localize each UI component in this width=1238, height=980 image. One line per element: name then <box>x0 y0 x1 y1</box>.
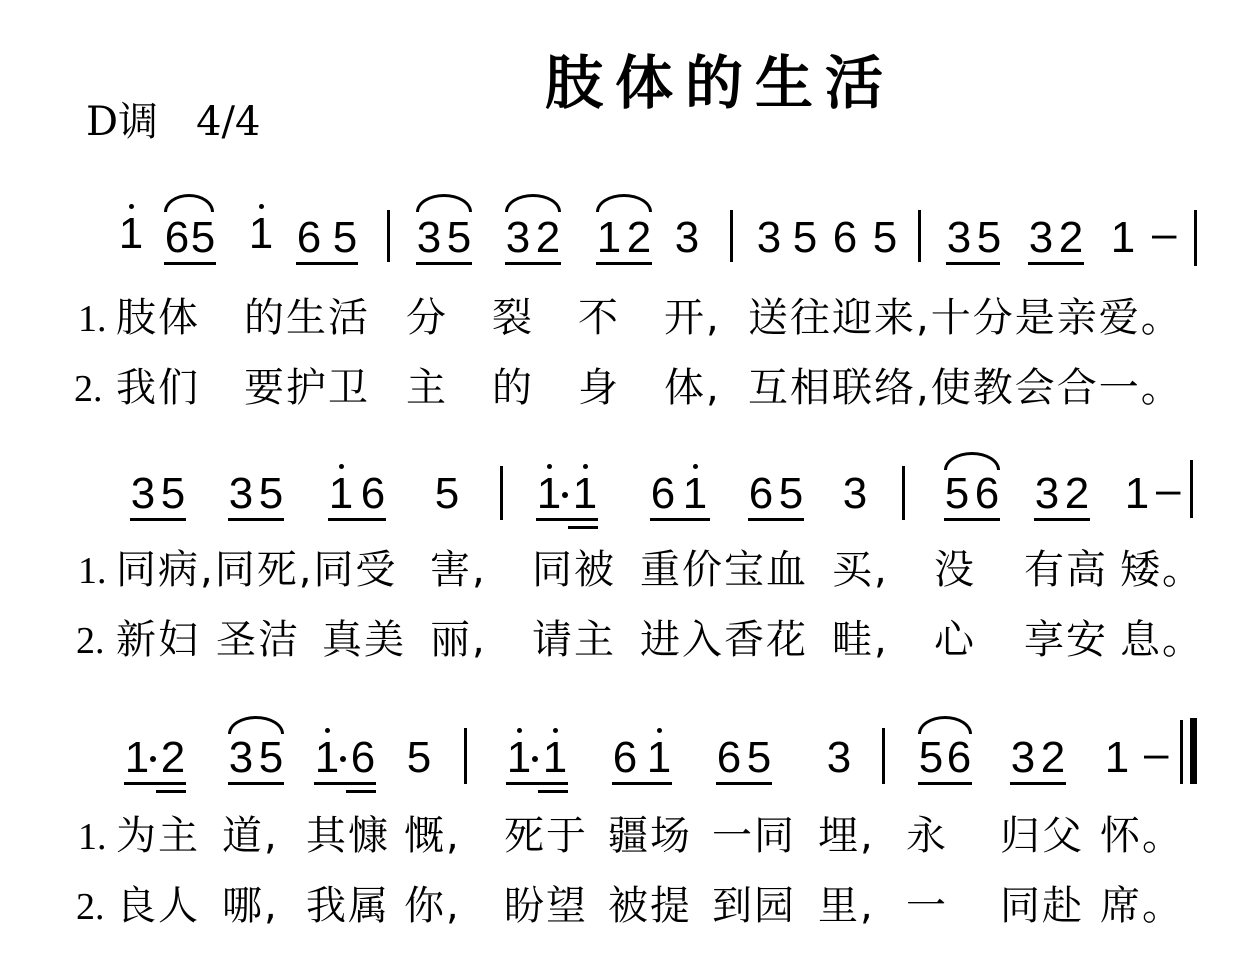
lyric: 害, <box>430 547 487 593</box>
note: 1 <box>646 733 672 782</box>
underline <box>650 518 710 521</box>
note: 5 <box>918 733 944 782</box>
note: 3 <box>130 469 156 518</box>
note: 2 <box>626 213 652 262</box>
note: 2 <box>1040 733 1066 782</box>
note: 6 <box>350 733 376 782</box>
barline <box>730 210 733 262</box>
underline <box>568 526 598 529</box>
lyric: 里, <box>818 883 875 929</box>
note: 3 <box>1034 469 1060 518</box>
note: 3 <box>826 733 852 782</box>
note: 6 <box>832 213 858 262</box>
underline <box>130 518 186 521</box>
lyric: 丽, <box>430 617 487 663</box>
underline <box>1034 518 1090 521</box>
note: 5 <box>778 469 804 518</box>
note: 1 <box>328 469 354 518</box>
lyric: 裂 <box>492 295 534 341</box>
underline <box>612 782 672 785</box>
verse-number: 1. <box>78 816 107 858</box>
lyric: 息。 <box>1120 617 1204 663</box>
lyric: 一 <box>906 883 948 929</box>
lyric: 你, <box>404 883 461 929</box>
note: 2 <box>160 733 186 782</box>
note: 1 <box>1124 469 1150 518</box>
underline <box>314 782 376 785</box>
lyric: 心 <box>934 617 976 663</box>
underline <box>228 782 284 785</box>
note: 3 <box>416 213 442 262</box>
underline <box>228 518 284 521</box>
lyric: 身 <box>578 365 620 411</box>
lyric: 慨, <box>404 813 461 859</box>
underline <box>716 782 772 785</box>
lyric: 我属 <box>306 883 390 929</box>
note: 5 <box>746 733 772 782</box>
verse-number: 2. <box>76 886 105 928</box>
note: 3 <box>842 469 868 518</box>
lyric: 怀。 <box>1100 813 1184 859</box>
lyric: 没 <box>934 547 976 593</box>
underline <box>596 262 652 265</box>
note: 5 <box>190 213 216 262</box>
lyric: 真美 <box>322 617 406 663</box>
lyric: 开, <box>664 295 721 341</box>
underline <box>296 262 358 265</box>
underline <box>164 262 216 265</box>
lyric: 送往迎来,十分是亲爱。 <box>748 295 1183 341</box>
note: 1 <box>314 733 340 782</box>
barline <box>464 728 467 784</box>
slur <box>416 194 472 212</box>
slur <box>164 194 214 212</box>
underline <box>1010 782 1066 785</box>
note: 1 <box>506 733 532 782</box>
lyric: 体, <box>664 365 721 411</box>
barline <box>1190 460 1193 518</box>
lyric: 疆场 <box>608 813 692 859</box>
note: 1 <box>124 733 150 782</box>
note: 1 <box>596 213 622 262</box>
lyric: 良人 <box>116 883 200 929</box>
lyric: 买, <box>832 547 889 593</box>
final-barline-thin <box>1180 720 1183 784</box>
underline <box>124 782 186 785</box>
underline <box>536 518 598 521</box>
verse-number: 2. <box>74 368 103 410</box>
barline <box>500 466 503 520</box>
barline <box>902 466 905 520</box>
hold-dash: – <box>1144 729 1169 778</box>
note: 3 <box>756 213 782 262</box>
note: 1 <box>1110 213 1136 262</box>
note: 5 <box>446 213 472 262</box>
lyric: 圣洁 <box>216 617 300 663</box>
lyric: 矮。 <box>1120 547 1204 593</box>
note: 1 <box>1104 733 1130 782</box>
lyric: 同被 <box>532 547 616 593</box>
verse-number: 1. <box>78 550 107 592</box>
lyric: 的生活 <box>244 295 370 341</box>
lyric: 不 <box>578 295 620 341</box>
note: 5 <box>160 469 186 518</box>
underline <box>346 790 376 793</box>
lyric: 其慷 <box>306 813 390 859</box>
note: 5 <box>792 213 818 262</box>
underline <box>328 518 386 521</box>
note: 1 <box>248 209 274 258</box>
lyric: 我们 <box>116 365 200 411</box>
underline <box>506 782 568 785</box>
lyric: 道, <box>222 813 279 859</box>
underline <box>416 262 472 265</box>
lyric: 哪, <box>222 883 279 929</box>
lyric: 被提 <box>608 883 692 929</box>
note: 6 <box>974 469 1000 518</box>
note: 6 <box>716 733 742 782</box>
note: 2 <box>535 213 561 262</box>
note: 3 <box>505 213 531 262</box>
lyric: 互相联络,使教会合一。 <box>748 365 1183 411</box>
underline <box>918 782 972 785</box>
augmentation-dot <box>532 756 538 762</box>
lyric: 有高 <box>1024 547 1108 593</box>
note: 6 <box>650 469 676 518</box>
lyric: 畦, <box>832 617 889 663</box>
note: 5 <box>976 213 1002 262</box>
key-signature <box>86 99 261 145</box>
lyric: 主 <box>406 365 448 411</box>
lyric: 肢体 <box>116 295 200 341</box>
slur <box>944 452 1000 470</box>
verse-number: 2. <box>76 620 105 662</box>
lyric: 一同 <box>712 813 796 859</box>
lyric: 的 <box>492 365 534 411</box>
lyric: 永 <box>906 813 948 859</box>
barline <box>918 210 921 262</box>
note: 2 <box>1058 213 1084 262</box>
augmentation-dot <box>150 756 156 762</box>
hold-dash: – <box>1156 465 1181 514</box>
lyric: 盼望 <box>504 883 588 929</box>
lyric: 席。 <box>1100 883 1184 929</box>
underline <box>538 790 568 793</box>
note: 5 <box>258 469 284 518</box>
barline <box>387 210 390 262</box>
slur <box>918 716 972 734</box>
note: 5 <box>332 213 358 262</box>
underline <box>505 262 561 265</box>
augmentation-dot <box>562 492 568 498</box>
note: 5 <box>406 733 432 782</box>
underline <box>946 262 1000 265</box>
final-barline-thick <box>1190 718 1197 784</box>
underline <box>156 790 186 793</box>
note: 6 <box>296 213 322 262</box>
note: 5 <box>872 213 898 262</box>
underline <box>748 518 804 521</box>
lyric: 分 <box>406 295 448 341</box>
lyric: 同病,同死,同受 <box>116 547 398 593</box>
note: 2 <box>1064 469 1090 518</box>
song-title: 肢体的生活 <box>545 49 896 117</box>
augmentation-dot <box>340 756 346 762</box>
lyric: 享安 <box>1024 617 1108 663</box>
lyric: 进入香花 <box>640 617 808 663</box>
note: 1 <box>118 209 144 258</box>
note: 3 <box>228 469 254 518</box>
barline <box>1194 210 1197 266</box>
note: 6 <box>360 469 386 518</box>
lyric: 重价宝血 <box>640 547 808 593</box>
key-label: D调 <box>86 99 159 145</box>
note: 5 <box>944 469 970 518</box>
time-signature: 4/4 <box>196 99 261 145</box>
lyric: 要护卫 <box>244 365 370 411</box>
note: 6 <box>612 733 638 782</box>
note: 5 <box>434 469 460 518</box>
note: 1 <box>542 733 568 782</box>
lyric: 死于 <box>504 813 588 859</box>
note: 3 <box>1010 733 1036 782</box>
note: 6 <box>164 213 190 262</box>
verse-number: 1. <box>78 298 107 340</box>
note: 3 <box>228 733 254 782</box>
note: 3 <box>946 213 972 262</box>
slur <box>228 716 284 734</box>
barline <box>882 728 885 784</box>
slur <box>596 194 652 212</box>
note: 1 <box>536 469 562 518</box>
underline <box>1028 262 1084 265</box>
lyric: 同赴 <box>1000 883 1084 929</box>
hold-dash: – <box>1152 209 1177 258</box>
note: 1 <box>682 469 708 518</box>
slur <box>505 194 561 212</box>
lyric: 归父 <box>1000 813 1084 859</box>
underline <box>944 518 1000 521</box>
lyric: 请主 <box>532 617 616 663</box>
lyric: 为主 <box>116 813 200 859</box>
note: 5 <box>258 733 284 782</box>
note: 3 <box>1028 213 1054 262</box>
note: 3 <box>674 213 700 262</box>
lyric: 到园 <box>712 883 796 929</box>
lyric: 新妇 <box>116 617 200 663</box>
note: 6 <box>946 733 972 782</box>
note: 6 <box>748 469 774 518</box>
note: 1 <box>572 469 598 518</box>
lyric: 埋, <box>818 813 875 859</box>
